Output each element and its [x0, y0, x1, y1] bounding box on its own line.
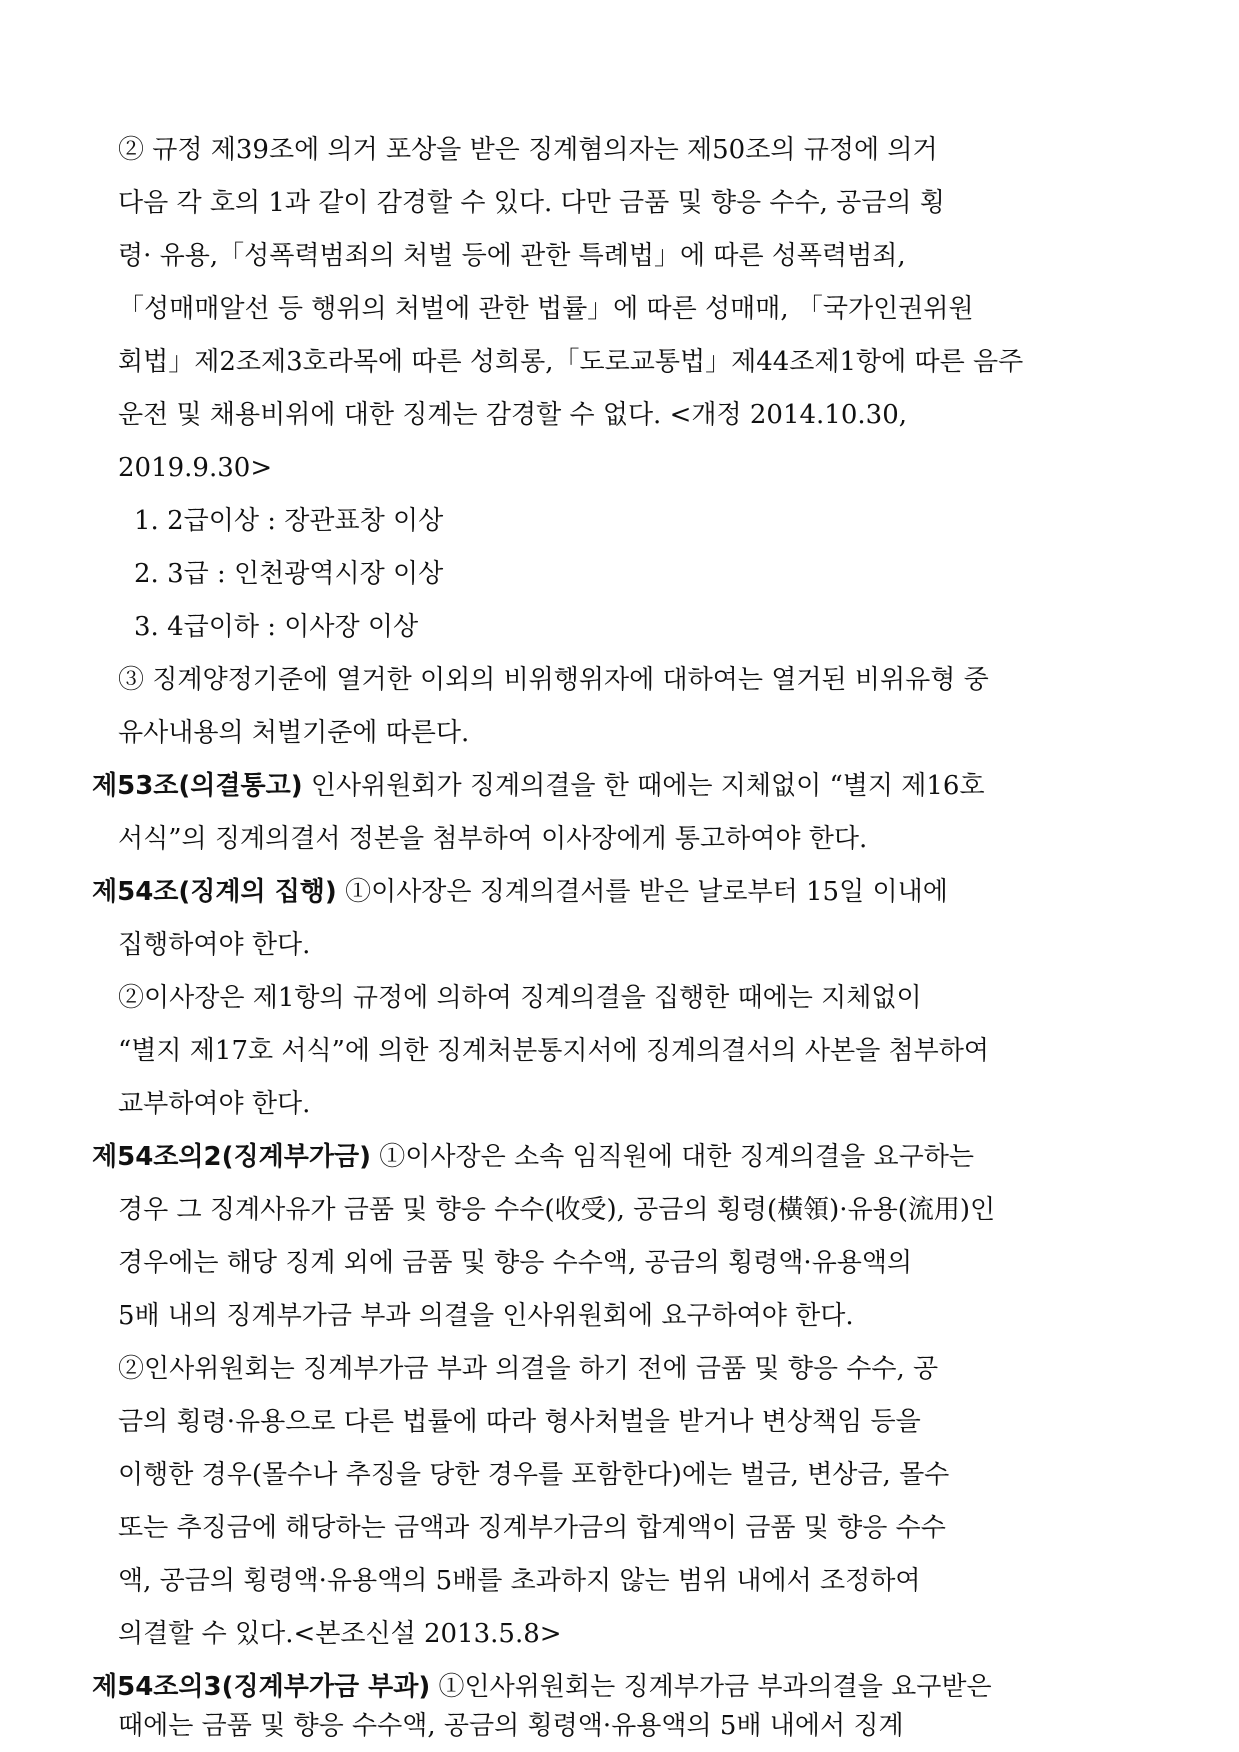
text-line: 교부하여야 한다. [118, 1089, 311, 1119]
text-line: 때에는 금품 및 향응 수수액, 공금의 횡령액·유용액의 5배 내에서 징계 [118, 1711, 904, 1741]
text-line: 집행하여야 한다. [118, 930, 311, 960]
article-text: ①인사위원회는 징계부가금 부과의결을 요구받은 [438, 1672, 992, 1702]
text-line: 령· 유용,「성폭력범죄의 처벌 등에 관한 특례법」에 따른 성폭력범죄, [118, 241, 906, 271]
article-53 [92, 760, 1018, 812]
text-line: 다음 각 호의 1과 같이 감경할 수 있다. 다만 금품 및 향응 수수, 공금의 횡 [118, 188, 945, 218]
article-text: ①이사장은 징계의결서를 받은 날로부터 15일 이내에 [345, 877, 948, 907]
article-heading: 제53조(의결통고) [92, 771, 303, 801]
text-line: 서식”의 징계의결서 정본을 첨부하여 이사장에게 통고하여야 한다. [118, 824, 868, 854]
text-line: 액, 공금의 횡령액·유용액의 5배를 초과하지 않는 범위 내에서 조정하여 [118, 1566, 921, 1596]
text-line: “별지 제17호 서식”에 의한 징계처분통지서에 징계의결서의 사본을 첨부하여 [118, 1036, 990, 1066]
article-text: 인사위원회가 징계의결을 한 때에는 지체없이 “별지 제16호 [310, 771, 985, 801]
text-line: 2019.9.30> [118, 453, 273, 483]
text-line: ② 규정 제39조에 의거 포상을 받은 징계혐의자는 제50조의 규정에 의거 [118, 135, 938, 165]
list-item: 3. 4급이하 : 이사장 이상 [134, 612, 419, 642]
text-line: 또는 추징금에 해당하는 금액과 징계부가금의 합계액이 금품 및 향응 수수 [118, 1513, 946, 1543]
text-line: 경우에는 해당 징계 외에 금품 및 향응 수수액, 공금의 횡령액·유용액의 [118, 1248, 913, 1278]
text-line: 회법」제2조제3호라목에 따른 성희롱,「도로교통법」제44조제1항에 따른 음주 [118, 347, 1024, 377]
text-line: 유사내용의 처벌기준에 따른다. [118, 718, 470, 748]
text-line: 5배 내의 징계부가금 부과 의결을 인사위원회에 요구하여야 한다. [118, 1301, 854, 1331]
article-54 [92, 866, 1018, 918]
article-54-2 [92, 1131, 1018, 1183]
text-line: 경우 그 징계사유가 금품 및 향응 수수(收受), 공금의 횡령(橫領)·유용(流用)인 [118, 1195, 996, 1225]
article-heading: 제54조의3(징계부가금 부과) [92, 1672, 431, 1702]
article-heading: 제54조(징계의 집행) [92, 877, 337, 907]
text-line: ②이사장은 제1항의 규정에 의하여 징계의결을 집행한 때에는 지체없이 [118, 983, 922, 1013]
text-line: 의결할 수 있다.<본조신설 2013.5.8> [118, 1619, 562, 1649]
text-line: ③ 징계양정기준에 열거한 이외의 비위행위자에 대하여는 열거된 비위유형 중 [118, 665, 989, 695]
article-heading: 제54조의2(징계부가금) [92, 1142, 371, 1172]
list-item: 1. 2급이상 : 장관표창 이상 [134, 506, 444, 536]
article-text: ①이사장은 소속 임직원에 대한 징계의결을 요구하는 [379, 1142, 974, 1172]
text-line: ②인사위원회는 징계부가금 부과 의결을 하기 전에 금품 및 향응 수수, 공 [118, 1354, 939, 1384]
text-line: 「성매매알선 등 행위의 처벌에 관한 법률」에 따른 성매매, 「국가인권위원 [118, 294, 974, 324]
text-line: 운전 및 채용비위에 대한 징계는 감경할 수 없다. <개정 2014.10.30, [118, 400, 907, 430]
list-item: 2. 3급 : 인천광역시장 이상 [134, 559, 444, 589]
text-line: 이행한 경우(몰수나 추징을 당한 경우를 포함한다)에는 벌금, 변상금, 몰수 [118, 1460, 950, 1490]
text-line: 금의 횡령·유용으로 다른 법률에 따라 형사처벌을 받거나 변상책임 등을 [118, 1407, 921, 1437]
